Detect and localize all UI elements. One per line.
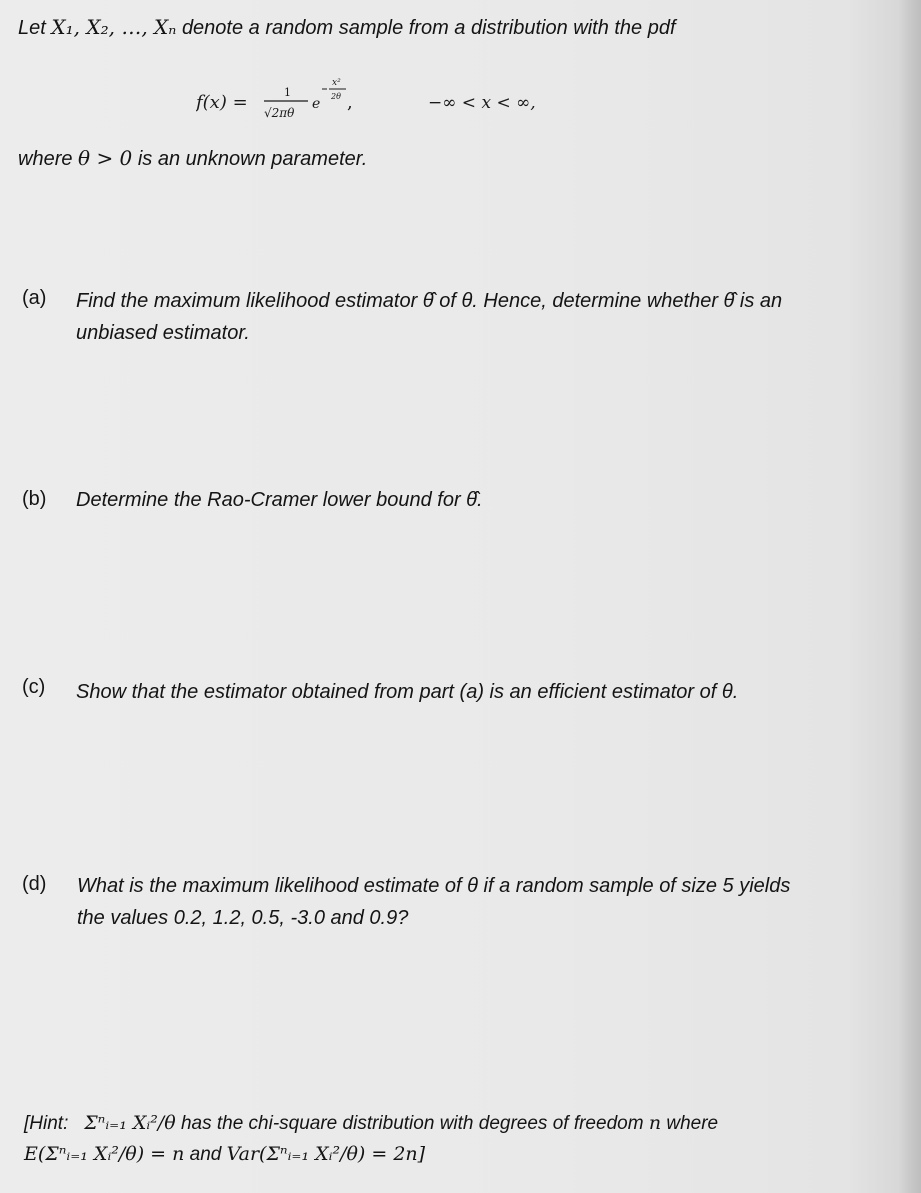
- part-c-line-1: Show that the estimator obtained from part (a) is an efficient estimator of θ.: [76, 681, 739, 703]
- sample-variables: X₁, X₂, …, Xₙ: [51, 15, 177, 39]
- part-a-label: (a): [22, 287, 47, 309]
- part-b-line-1: Determine the Rao-Cramer lower bound for θ̂.: [76, 489, 483, 511]
- part-a-line-2: unbiased estimator.: [76, 322, 250, 344]
- where-text: is an unknown parameter.: [137, 148, 368, 170]
- hint-sum-expression: Σⁿᵢ₌₁ Xᵢ²/θ: [84, 1112, 176, 1134]
- intro-lead: Let: [18, 17, 46, 39]
- part-d-line-2: the values 0.2, 1.2, 0.5, -3.0 and 0.9?: [77, 907, 409, 929]
- exponent-denominator: 2θ: [331, 92, 341, 101]
- pdf-domain: −∞ < x < ∞,: [428, 93, 536, 113]
- hint-block: [24, 1108, 718, 1170]
- where-lead: where: [18, 148, 73, 170]
- pdf-exponential-base: e: [312, 96, 321, 112]
- part-c-label: (c): [22, 676, 46, 698]
- hint-lead: [Hint:: [24, 1113, 69, 1134]
- part-d-label: (d): [22, 873, 47, 895]
- intro-text: denote a random sample from a distribution with the pdf: [181, 17, 676, 39]
- hint-and: and: [189, 1144, 222, 1165]
- pdf-lhs: f(x) =: [196, 92, 248, 113]
- theta-condition: θ > 0: [78, 146, 133, 170]
- pdf-denominator: √2πθ: [264, 106, 295, 120]
- hint-line-2: [24, 1139, 718, 1170]
- parameter-condition-line: [18, 146, 367, 171]
- page-edge-shadow: [899, 0, 921, 1193]
- pdf-formula: [196, 70, 596, 130]
- pdf-numerator: 1: [284, 86, 291, 99]
- intro-line: [18, 15, 676, 40]
- hint-variance: Var(Σⁿᵢ₌₁ Xᵢ²/θ) = 2n]: [226, 1143, 426, 1165]
- part-d-line-1: What is the maximum likelihood estimate of θ if a random sample of size 5 yields: [77, 875, 791, 897]
- exponent-numerator: x²: [332, 78, 341, 88]
- part-b-label: (b): [22, 488, 47, 510]
- part-a-question: [76, 285, 782, 349]
- hint-line-1: [24, 1108, 718, 1139]
- hint-text-2: where: [666, 1113, 719, 1134]
- pdf-comma: ,: [347, 92, 353, 113]
- part-c-question: [76, 676, 738, 708]
- part-b-question: [76, 484, 483, 516]
- part-a-line-1: Find the maximum likelihood estimator θ̂ of θ. Hence, determine whether θ̂ is an: [76, 290, 783, 312]
- hint-expectation: E(Σⁿᵢ₌₁ Xᵢ²/θ) = n: [24, 1143, 185, 1165]
- hint-text-1: has the chi-square distribution with degrees of freedom: [180, 1113, 644, 1134]
- hint-degrees-n: n: [648, 1112, 662, 1134]
- part-d-question: [77, 870, 790, 934]
